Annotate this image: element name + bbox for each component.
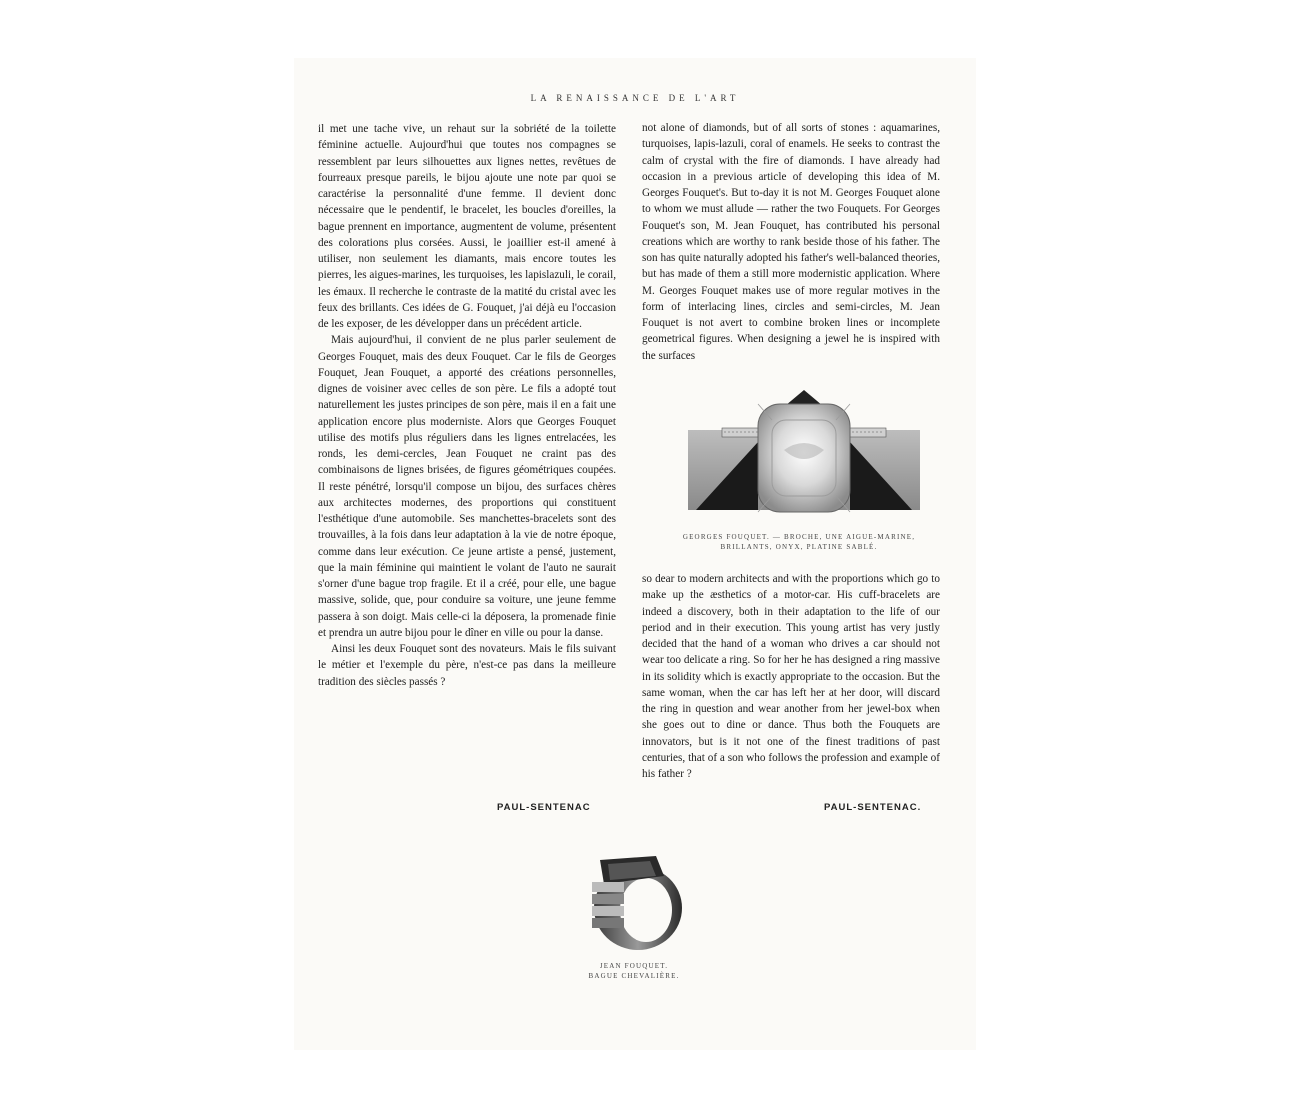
ring-caption-line-1: JEAN FOUQUET. [599,962,669,970]
french-paragraph-3: Ainsi les deux Fouquet sont des novateurs. Mais le fils suivant le métier et l'exemple du père, n'est-ce pas dans la meilleure tradition des siècles passés ? [318,643,616,688]
brooch-photo [688,390,920,518]
french-signature: PAUL-SENTENAC [497,802,591,813]
brooch-caption-line-1: GEORGES FOUQUET. — BROCHE, UNE AIGUE-MARINE, [682,533,916,541]
ring-caption [534,961,734,981]
french-paragraph-1: il met une tache vive, un rehaut sur la sobriété de la toilette féminine actuelle. Aujourd'hui que toutes nos compagnes se ressemblent par leurs silhouettes aux lignes nettes, revêtues de fourreaux presque pareils, le bijou ajoute une note par quoi se caractérise la personnalité d'une femme. Il devient donc nécessaire que le pendentif, le bracelet, les boucles d'oreilles, la bague prennent en importance, augmentent de volume, présentent des colorations plus corsées. Aussi, le joaillier est-il amené à utiliser, non seulement les diamants, mais encore toutes les pierres, les aigues-marines, les turquoises, les lapislazuli, le corail, les émaux. Il recherche le contraste de la matité du cristal avec les feux des brillants. Ces idées de G. Fouquet, j'ai déjà eu l'occasion de les exposer, de les développer dans un précédent article. [318,123,616,330]
french-column [318,121,616,690]
french-paragraph-2: Mais aujourd'hui, il convient de ne plus parler seulement de Georges Fouquet, mais des deux Fouquet. Car le fils de Georges Fouquet, Jean Fouquet, a apporté des créations personnelles, dignes de voisiner avec celles de son père. Le fils a adopté tout naturellement les justes principes de son père, mais il en a fait une application encore plus moderniste. Alors que Georges Fouquet utilise des motifs plus réguliers dans les lignes entrelacées, les ronds, les demi-cercles, Jean Fouquet ne craint pas des combinaisons de lignes brisées, de figures géométriques coupées. Il reste pénétré, lorsqu'il compose un bijou, des surfaces chères aux architectes modernes, des proportions qui constituent l'esthétique d'une automobile. Ses manchettes-bracelets sont des trouvailles, à la fois dans leur adaptation à la vie de notre époque, comme dans leur exécution. Ce jeune artiste a pensé, justement, que la main féminine qui maintient le volant de l'auto ne saurait s'orner d'une bague trop fragile. Et il a créé, pour elle, une bague massive, solide, que, pour conduire sa voiture, une jeune femme passera à son doigt. Mais celle-ci la déposera, la promenade finie et prendra un autre bijou pour le dîner en ville ou pour la danse. [318,334,616,639]
english-paragraph-2: so dear to modern architects and with the proportions which go to make up the æsthetics of a motor-car. His cuff-bracelets are indeed a discovery, both in their adaptation to the life of our period and in their execution. This young artist has very justly decided that the hand of a woman who drives a car should not wear too delicate a ring. So for her he has designed a ring massive in its solidity which is exactly appropriate to the occasion. But the same woman, when the car has left her at her door, will discard the ring in question and wear another from her jewel-box when she goes out to dine or dance. Thus both the Fouquets are innovators, but is it not one of the finest traditions of past centuries, that of a son who follows the profession and example of his father ? [642,573,940,780]
brooch-caption-line-2: BRILLANTS, ONYX, PLATINE SABLÉ. [720,543,878,551]
english-column-top [642,120,940,364]
signet-ring-photo [586,848,686,952]
running-title: LA RENAISSANCE DE L'ART [530,93,740,103]
english-signature: PAUL-SENTENAC. [824,802,922,813]
english-paragraph-1: not alone of diamonds, but of all sorts of stones : aquamarines, turquoises, lapis-lazuli, coral of enamels. He seeks to contrast the calm of crystal with the fire of diamonds. I have already had occasion in a previous article of developing this idea of M. Georges Fouquet's. But to-day it is not M. Georges Fouquet alone to whom we must allude — rather the two Fouquets. For Georges Fouquet's son, M. Jean Fouquet, has contributed his personal creations which are worthy to rank beside those of his father. The son has quite naturally adopted his father's well-balanced theories, but has made of them a still more modernistic application. Where M. Georges Fouquet makes use of more regular motives in the form of interlacing lines, circles and semi-circles, M. Jean Fouquet is not avert to combine broken lines or incomplete geometrical figures. When designing a jewel he is inspired with the surfaces [642,122,940,362]
magazine-page [294,58,976,1050]
english-column-bottom [642,571,940,782]
ring-caption-line-2: BAGUE CHEVALIÈRE. [588,972,680,980]
brooch-caption [654,532,944,552]
